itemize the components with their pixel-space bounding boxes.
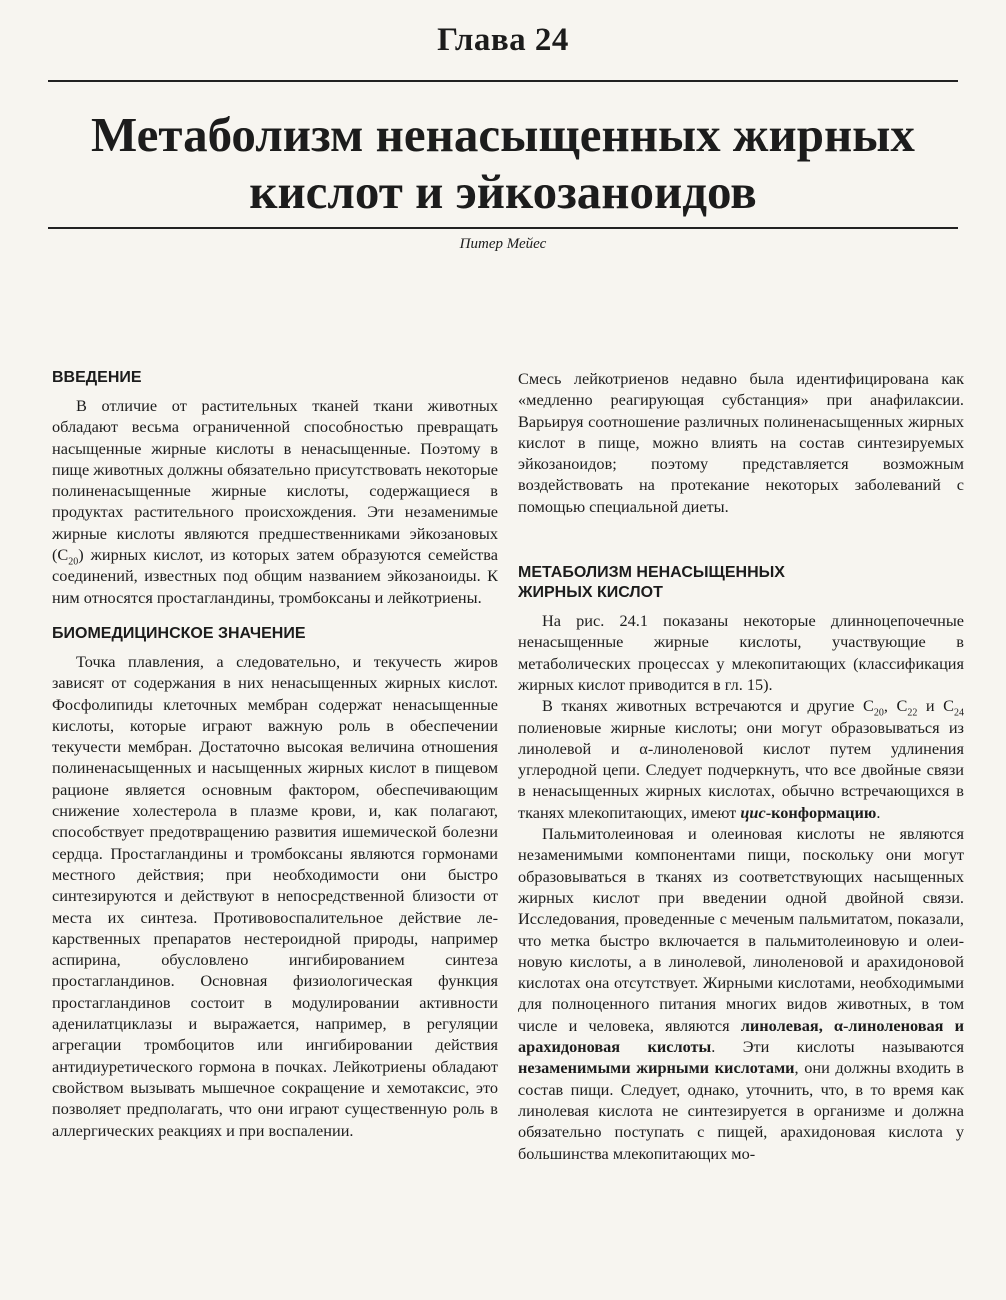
chapter-title — [0, 106, 1006, 220]
right-column — [518, 368, 964, 1164]
metabolism-paragraph-1: На рис. 24.1 показаны некоторые длинноцепочечные ненасыщенные жирные кислоты, участвующие в метаболических процессах у млекопитающих (классификация жирных кислот приводится в гл. 15). — [518, 611, 964, 694]
title-line-1: Метаболизм ненасыщенных жирных — [91, 107, 915, 162]
introduction-paragraph: В отличие от растительных тканей ткани животных обладают весьма ограниченной способностью превращать насыщенные жирные кислоты в ненасыщенные. Поэтому в пище животных должны обязательно присутствовать некоторые полиненасыщенные жирные кислоты, содержащиеся в продуктах растительного происхождения. Эти незаменимые жирные кислоты являются предшественниками эйкозановых $(C_{20})$ жирных кислот, из которых затем образуются семейства соединений, известных под общим названием эйкозаноиды. К ним относятся простагландины, тромбоксаны и лейкотриены. — [52, 396, 498, 607]
metabolism-paragraph-3: Пальмитолеиновая и олеиновая кислоты не являются незаменимыми компонентами пищи, поскольку они могут образовываться в тканях из соответствующих насыщенных жирных кислот при введении одной двойной связи. Исследования, проведенные с меченым пальмитатом, показали, что метка быстро включается в пальмитолеиновую и олеиновую кислоты, а в линолевой, линоленовой и арахидоновой кислотах она отсутствует. Жирными кислотами, необходимыми для полноценного питания многих видов животных, в том числе и человека, являются линолевая, α-линоленовая и арахидоновая кислоты. Эти кислоты называются незаменимыми жирными кислотами, они должны входить в состав пищи. Следует, однако, уточнить, что, в то время как линолевая кислота не синтезируется в организме и должна обязательно поступать с пищей, арахидоновая кислота у большинства млекопитающих мо- — [518, 824, 964, 1163]
biomedical-paragraph: Точка плавления, а следовательно, и текучесть жиров зависят от содержания в них ненасыщенных жирных кислот. Фосфолипиды клеточных мембран содержат ненасыщенные кислоты, которые играют важную роль в обеспечении текучести мембран. Достаточно высокая величина отношения полиненасыщенных и насыщенных жирных кислот в пищевом рационе является основным фактором, обеспечивающим снижение холестерола в плазме крови, и, как полагают, способствует предотвращению развития ишемической болезни сердца. Простагландины и тромбоксаны являются гормонами местного действия; при необходимости они быстро синтезируются и действуют в непосредственной близости от места их синтеза. Противовоспалительное действие лекарственных препаратов нестероидной природы, например аспирина, обусловлено ингибированием синтеза простагландинов. Основная физиологическая функция простагландинов состоит в модулировании активности аденилатциклазы и выражается, например, в регуляции агрегации тромбоцитов или ингибировании действия антидиуретического гормона в почках. Лейкотриены обладают свойством вызывать мышечное сокращение и хемотаксис, это позволяет предполагать, что они играют существенную роль в аллергических реакциях и при воспалении. — [52, 651, 498, 1140]
metabolism-paragraph-2: В тканях животных встречаются и другие $C_{20}$, $C_{22}$ и $C_{24}$ полиеновые жирные кислоты; они могут образовываться из линолевой и α-линоленовой кислот путем удлинения углеродной цепи. Следует подчеркнуть, что все двойные связи в ненасыщенных жирных кислотах, обычно встречающихся в тканях млекопитающих, имеют цис-конформацию. — [518, 696, 964, 822]
section-heading-biomedical: БИОМЕДИЦИНСКОЕ ЗНАЧЕНИЕ — [52, 624, 306, 642]
section-heading-metabolism: МЕТАБОЛИЗМ НЕНАСЫЩЕННЫХ ЖИРНЫХ КИСЛОТ — [518, 564, 785, 602]
title-line-2: кислот и эйкозаноидов — [249, 164, 757, 219]
left-column — [52, 368, 498, 1141]
section-heading-introduction: ВВЕДЕНИЕ — [52, 369, 142, 386]
top-rule — [48, 80, 958, 82]
chapter-number: Глава 24 — [437, 22, 569, 58]
bottom-rule — [48, 227, 958, 229]
author-name: Питер Мейес — [459, 236, 547, 252]
continuation-paragraph: Смесь лейкотриенов недавно была идентифицирована как «медленно реагирующая субстанция» при анафилаксии. Варьируя соотношение различных полиненасыщенных жирных кислот в пище, можно влиять на состав синтезируемых эйкозаноидов; поэтому представляется возможным воздействовать на протекание некоторых заболеваний с помощью специальной диеты. — [518, 369, 964, 516]
